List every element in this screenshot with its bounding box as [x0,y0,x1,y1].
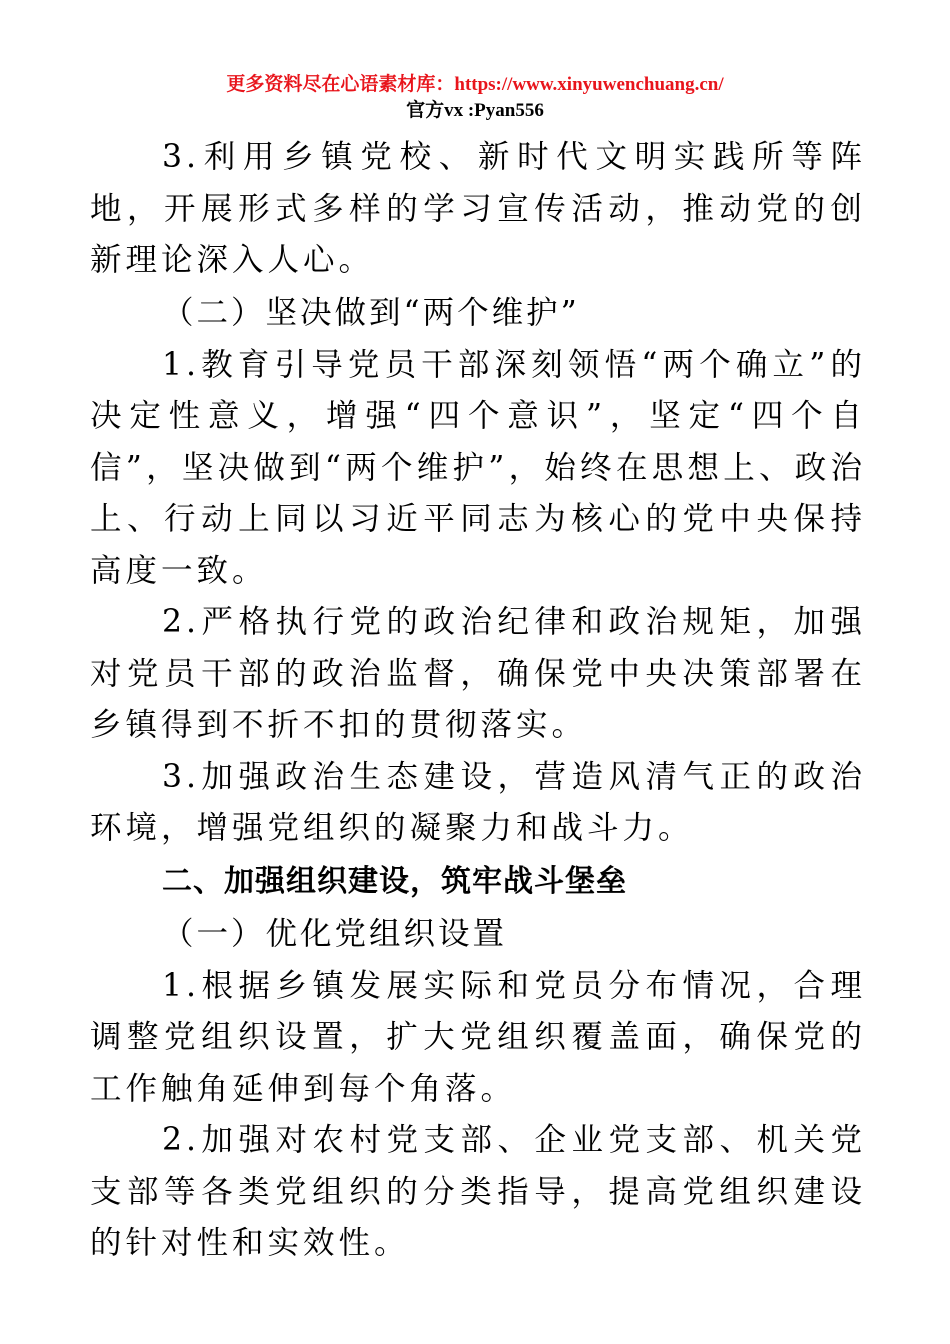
paragraph-two-establishments: 1.教育引导党员干部深刻领悟“两个确立”的决定性意义，增强“四个意识”，坚定“四个自信”，坚决做到“两个维护”，始终在思想上、政治上、行动上同以习近平同志为核心的党中央保持高度一致。 [90,346,866,589]
header-site-line: 更多资料尽在心语素材库：https://www.xinyuwenchuang.cn/ [226,74,724,95]
paragraph-study-activities: 3.利用乡镇党校、新时代文明实践所等阵地，开展形式多样的学习宣传活动，推动党的创新理论深入人心。 [90,139,866,278]
paragraph-adjust-setup: 1.根据乡镇发展实际和党员分布情况，合理调整党组织设置，扩大党组织覆盖面，确保党的工作触角延伸到每个角落。 [90,967,866,1107]
subheading-two-safeguards: （二）坚决做到“两个维护” [162,294,580,331]
header-contact-line: 官方vx :Pyan556 [406,100,544,121]
paragraph-political-ecology: 3.加强政治生态建设，营造风清气正的政治环境，增强党组织的凝聚力和战斗力。 [90,758,866,846]
section-heading-organization: 二、加强组织建设，筑牢战斗堡垒 [162,863,627,899]
document-body [90,132,866,1270]
paragraph-classified-guidance: 2.加强对农村党支部、企业党支部、机关党支部等各类党组织的分类指导，提高党组织建设的针对性和实效性。 [90,1122,866,1261]
subheading-optimize-setup: （一）优化党组织设置 [162,915,508,952]
paragraph-political-discipline: 2.严格执行党的政治纪律和政治规矩，加强对党员干部的政治监督，确保党中央决策部署在乡镇得到不折不扣的贯彻落实。 [90,604,866,743]
